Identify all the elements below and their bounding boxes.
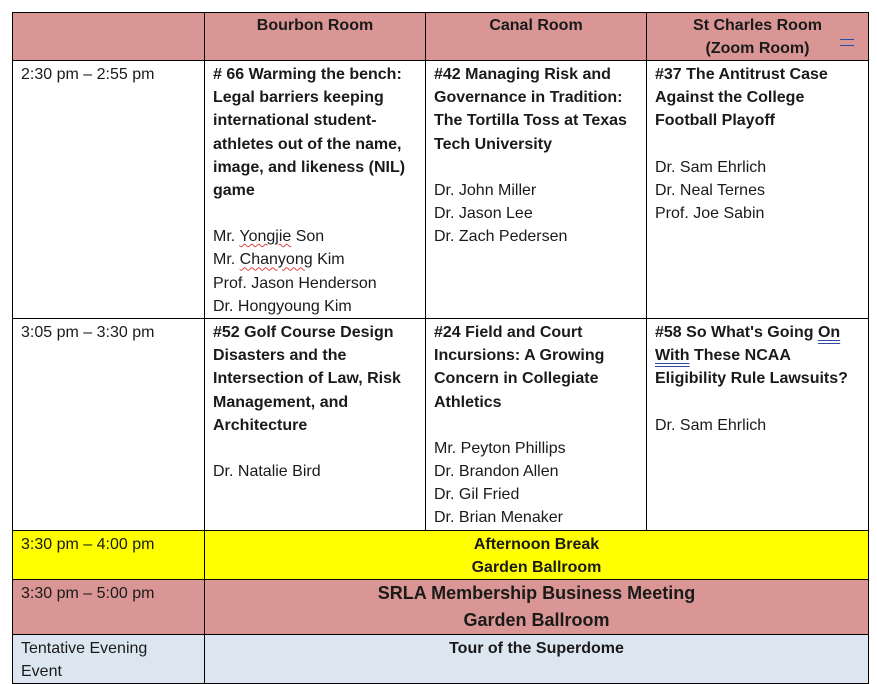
- presenter-name: Dr. Neal Ternes: [655, 181, 765, 199]
- presenter-name: Dr. Sam Ehrlich: [655, 416, 767, 434]
- header-row: [13, 13, 869, 61]
- presenter-name: Dr. Brandon Allen: [434, 463, 559, 481]
- equals-mark-icon: [840, 39, 854, 46]
- presenter-name: Mr. Chanyong Kim: [213, 251, 345, 269]
- presenter-name: Prof. Jason Henderson: [213, 274, 377, 292]
- meeting-time: 3:30 pm – 5:00 pm: [13, 579, 205, 634]
- header-st-charles-room: [647, 13, 869, 61]
- evening-time-line-2: Event: [21, 662, 62, 680]
- schedule-table: [12, 12, 869, 684]
- presenter-name: Dr. Sam Ehrlich: [655, 158, 767, 176]
- session-title: # 66 Warming the bench: Legal barriers keeping international student-athletes out of the name, image, and likeness (NIL) game: [213, 66, 406, 200]
- presenter-name: Dr. Natalie Bird: [213, 463, 321, 481]
- meeting-label: SRLA Membership Business Meeting: [377, 582, 696, 603]
- session-row-1: [13, 61, 869, 319]
- session-cell-bourbon: [205, 61, 426, 319]
- session-title: #52 Golf Course Design Disasters and the Intersection of Law, Risk Management, and Architecture: [213, 324, 401, 434]
- session-cell-canal: [426, 319, 647, 531]
- evening-row: [13, 634, 869, 683]
- presenter-list: [434, 179, 638, 249]
- break-time: 3:30 pm – 4:00 pm: [13, 530, 205, 579]
- meeting-row: [13, 579, 869, 634]
- presenter-list: [213, 225, 417, 318]
- presenter-name: Mr. Yongjie Son: [213, 228, 325, 246]
- header-bourbon-room: Bourbon Room: [205, 13, 426, 61]
- session-title: #24 Field and Court Incursions: A Growing Concern in Collegiate Athletics: [434, 324, 605, 411]
- st-charles-room-label: St Charles Room: [693, 17, 822, 34]
- presenter-name: Dr. Jason Lee: [434, 205, 533, 223]
- evening-time-line-1: Tentative Evening: [21, 639, 148, 657]
- session-time: 2:30 pm – 2:55 pm: [13, 61, 205, 319]
- presenter-name: Dr. Hongyoung Kim: [213, 297, 352, 315]
- grammar-mark-with: With: [655, 347, 690, 365]
- session-title: #42 Managing Risk and Governance in Tradition: The Tortilla Toss at Texas Tech University: [434, 66, 627, 153]
- meeting-cell: [205, 579, 869, 634]
- presenter-name: Dr. Zach Pedersen: [434, 228, 568, 246]
- break-label: Afternoon Break: [473, 535, 600, 553]
- zoom-room-note: (Zoom Room): [705, 40, 810, 57]
- break-row: [13, 530, 869, 579]
- presenter-name: Dr. Brian Menaker: [434, 509, 563, 527]
- session-cell-canal: [426, 61, 647, 319]
- evening-time: [13, 634, 205, 683]
- evening-cell: Tour of the Superdome: [205, 634, 869, 683]
- session-cell-st-charles: [647, 61, 869, 319]
- session-title: #58 So What's Going On With These NCAA Eligibility Rule Lawsuits?: [655, 324, 848, 388]
- presenter-list: [655, 156, 860, 226]
- session-cell-st-charles: [647, 319, 869, 531]
- break-cell: [205, 530, 869, 579]
- presenter-name: Dr. Gil Fried: [434, 486, 520, 504]
- header-canal-room: Canal Room: [426, 13, 647, 61]
- break-location: Garden Ballroom: [471, 558, 602, 576]
- presenter-list: [434, 437, 638, 530]
- presenter-name: Mr. Peyton Phillips: [434, 439, 566, 457]
- session-time: 3:05 pm – 3:30 pm: [13, 319, 205, 531]
- presenter-name: Prof. Joe Sabin: [655, 205, 765, 223]
- meeting-location: Garden Ballroom: [463, 609, 610, 630]
- session-row-2: [13, 319, 869, 531]
- presenter-list: [655, 414, 860, 437]
- session-title: #37 The Antitrust Case Against the College Football Playoff: [655, 66, 828, 130]
- presenter-list: [213, 460, 417, 483]
- session-cell-bourbon: [205, 319, 426, 531]
- grammar-mark-on: On: [817, 324, 841, 342]
- header-time-cell: [13, 13, 205, 61]
- presenter-name: Dr. John Miller: [434, 181, 537, 199]
